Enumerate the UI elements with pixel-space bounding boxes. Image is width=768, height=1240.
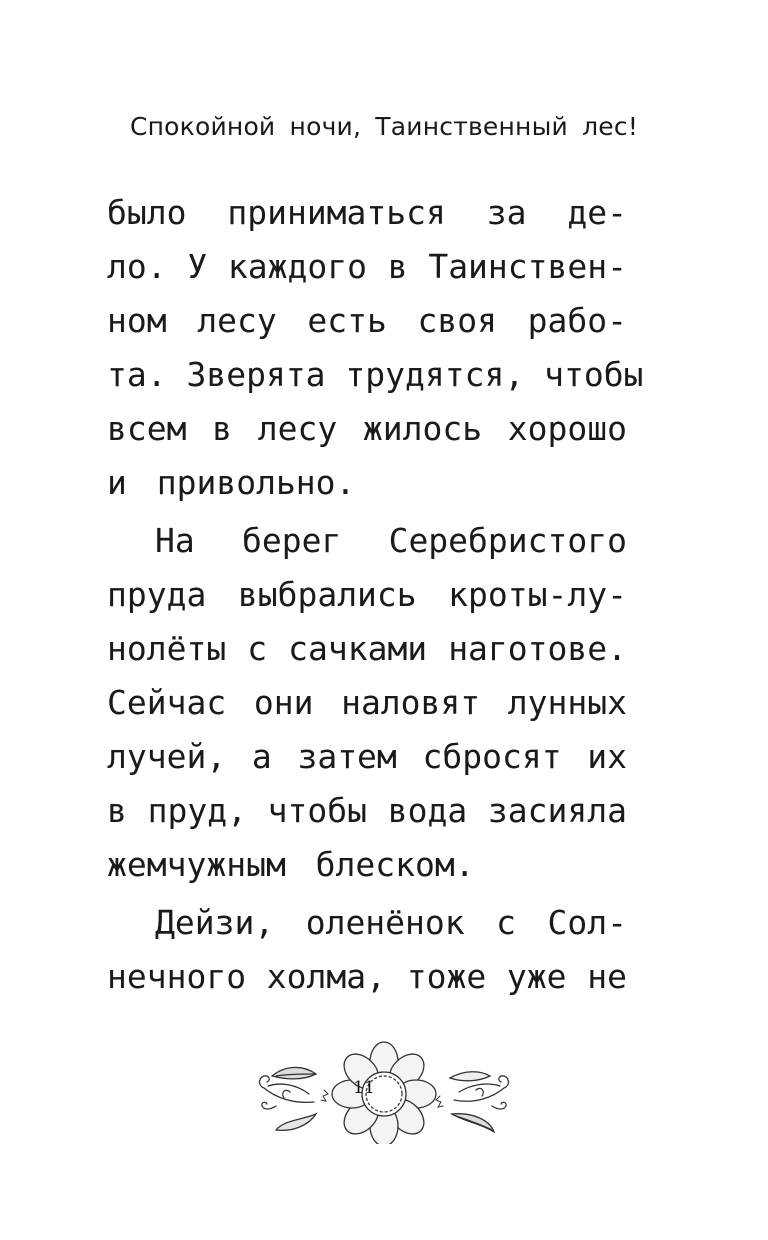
text-line: лучей, а затем сбросят их <box>107 737 627 776</box>
text-line: было приниматься за де- <box>107 193 627 232</box>
running-head: Спокойной ночи, Таинственный лес! <box>129 112 639 141</box>
text-line: нечного холма, тоже уже не <box>107 957 627 996</box>
text-line: та. Зверята трудятся, чтобы <box>107 355 644 394</box>
text-line: На берег Серебристого <box>155 521 627 560</box>
text-line: Дейзи, оленёнок с Сол- <box>155 903 627 942</box>
text-line: ном лесу есть своя рабо- <box>107 301 627 340</box>
text-line: ло. У каждого в Таинствен- <box>107 247 627 286</box>
text-line: и привольно. <box>107 463 356 502</box>
text-line: всем в лесу жилось хорошо <box>107 409 627 448</box>
page-number: 11 <box>353 1078 375 1098</box>
text-line: нолёты с сачками наготове. <box>107 629 627 668</box>
body-text <box>107 186 644 1004</box>
text-line: в пруд, чтобы вода засияла <box>107 791 627 830</box>
text-line: Сейчас они наловят лунных <box>107 683 627 722</box>
text-line: жемчужным блеском. <box>107 845 475 884</box>
text-line: пруда выбрались кроты-лу- <box>107 575 627 614</box>
